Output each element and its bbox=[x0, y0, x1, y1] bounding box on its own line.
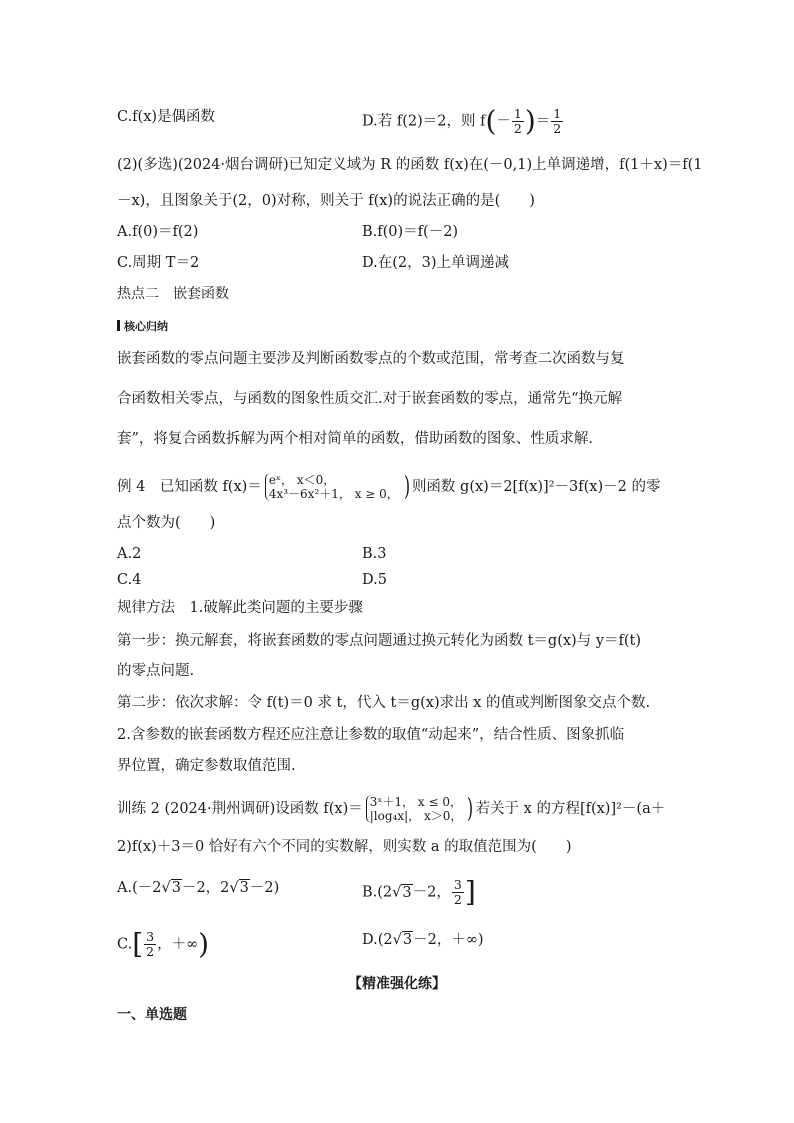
fraction-three-halves: $\frac{3}{2}$ bbox=[453, 877, 462, 907]
q2-option-a: A.f(0)＝f(2) bbox=[117, 224, 199, 240]
fraction-three-halves: $\frac{3}{2}$ bbox=[146, 929, 155, 959]
option-d-prefix: D.若 f(2)＝2，则 f bbox=[362, 113, 486, 130]
example4-option-d: D.5 bbox=[362, 572, 387, 588]
example4-option-a: A.2 bbox=[117, 546, 142, 562]
q2-line2: －x)，且图象关于(2，0)对称，则关于 f(x)的说法正确的是( ) bbox=[117, 193, 535, 209]
q2-option-b: B.f(0)＝f(－2) bbox=[362, 224, 459, 240]
train2-line1: 训练 2 (2024·荆州调研)设函数 f(x)＝ 3ˣ＋1， x ≤ 0， |log₄x|， x＞0， ) 若关于 x 的方程[f(x)]²－(a＋ bbox=[117, 794, 666, 824]
core-paragraph-line1: 嵌套函数的零点问题主要涉及判断函数零点的个数或范围，常考查二次函数与复 bbox=[117, 351, 625, 367]
sqrt-icon: √ bbox=[161, 880, 171, 896]
sqrt-icon: √ bbox=[392, 884, 402, 901]
q2-option-c: C.周期 T＝2 bbox=[117, 255, 200, 271]
piecewise-brace: 3ˣ＋1， x ≤ 0， |log₄x|， x＞0， bbox=[366, 795, 463, 823]
example4-line2: 点个数为( ) bbox=[117, 515, 216, 531]
section-title-hotspot: 热点二 嵌套函数 bbox=[117, 286, 229, 302]
fraction-neg-half: $\frac{1}{2}$ bbox=[513, 106, 522, 136]
piecewise-brace: eˣ， x＜0， 4x³－6x²＋1， x ≥ 0， bbox=[265, 473, 399, 501]
section-single-choice: 一、单选题 bbox=[117, 1007, 187, 1023]
train2-option-c: C.[ $\frac{3}{2}$ ，＋∞) bbox=[117, 927, 210, 961]
method-line4: 第二步：依次求解：令 f(t)＝0 求 t，代入 t＝g(x)求出 x 的值或判断图象交点个数. bbox=[117, 695, 651, 711]
fraction-half: $\frac{1}{2}$ bbox=[553, 106, 562, 136]
q2-line1: (2)(多选)(2024·烟台调研)已知定义域为 R 的函数 f(x)在(－0,1)上单调递增，f(1＋x)＝f(1 bbox=[117, 157, 703, 173]
method-line3: 的零点问题. bbox=[117, 663, 195, 679]
train2-option-d: D.(2√3－2，＋∞) bbox=[362, 932, 484, 948]
option-c-top: C.f(x)是偶函数 bbox=[117, 109, 216, 125]
sqrt-icon: √ bbox=[229, 880, 239, 896]
train2-line2: 2)f(x)＋3＝0 恰好有六个不同的实数解，则实数 a 的取值范围为( ) bbox=[117, 839, 572, 855]
method-line1: 规律方法 1.破解此类问题的主要步骤 bbox=[117, 600, 363, 616]
label-bar-icon bbox=[117, 320, 120, 331]
sqrt-icon: √ bbox=[392, 932, 402, 948]
core-summary-label: 核心归纳 bbox=[117, 316, 168, 337]
drill-title: 【精准强化练】 bbox=[348, 976, 446, 992]
q2-option-d: D.在(2，3)上单调递减 bbox=[362, 255, 509, 271]
example4-option-b: B.3 bbox=[362, 546, 387, 562]
example4-line1: 例 4 已知函数 f(x)＝ eˣ， x＜0， 4x³－6x²＋1， x ≥ 0， ) 则函数 g(x)＝2[f(x)]²－3f(x)－2 的零 bbox=[117, 472, 661, 502]
train2-option-b: B.(2√3－2， $\frac{3}{2}$ ] bbox=[362, 875, 476, 909]
method-line6: 界位置，确定参数取值范围. bbox=[117, 758, 296, 774]
core-paragraph-line2: 合函数相关零点，与函数的图象性质交汇.对于嵌套函数的零点，通常先“换元解 bbox=[117, 391, 623, 407]
method-line5: 2.含参数的嵌套函数方程还应注意让参数的取值“动起来”，结合性质、图象抓临 bbox=[117, 727, 625, 743]
train2-option-a: A.(－2√3－2，2√3－2) bbox=[117, 880, 280, 896]
core-paragraph-line3: 套”，将复合函数拆解为两个相对简单的函数，借助函数的图象、性质求解. bbox=[117, 431, 594, 447]
method-line2: 第一步：换元解套，将嵌套函数的零点问题通过换元转化为函数 t＝g(x)与 y＝f(t) bbox=[117, 633, 642, 649]
option-d-top: D.若 f(2)＝2，则 f(－ $\frac{1}{2}$ )＝ $\frac{1}{2}$ bbox=[362, 104, 562, 138]
example4-option-c: C.4 bbox=[117, 572, 142, 588]
